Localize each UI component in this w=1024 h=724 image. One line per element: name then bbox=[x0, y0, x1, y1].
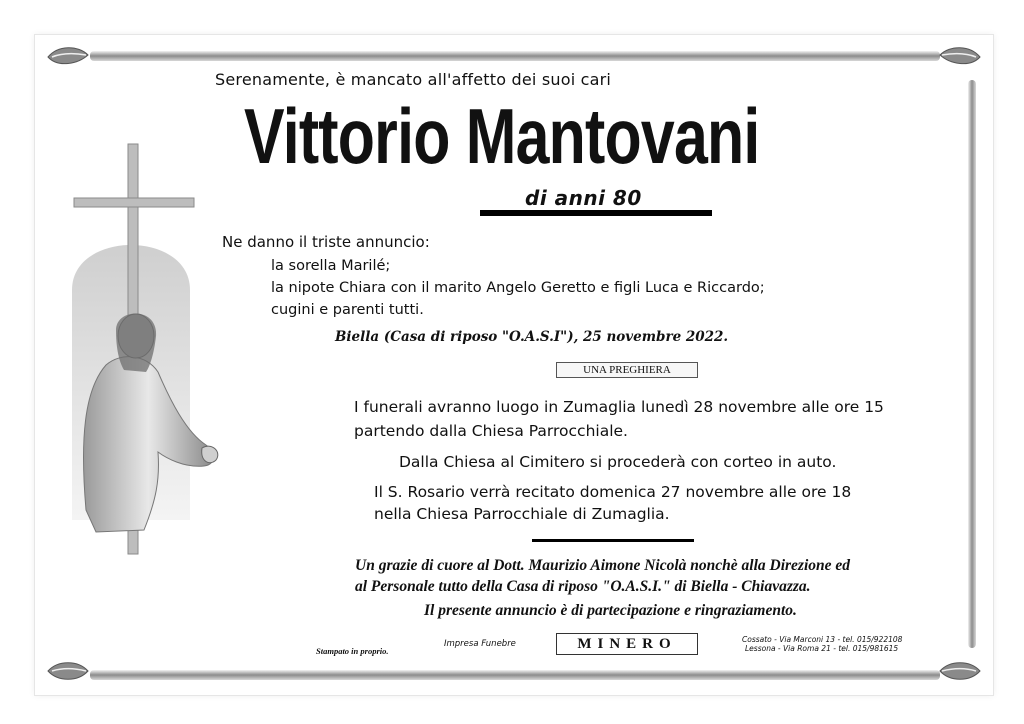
family-line: la nipote Chiara con il marito Angelo Geretto e figli Luca e Riccardo; bbox=[271, 280, 765, 296]
deceased-age: di anni 80 bbox=[525, 186, 642, 210]
participation-line: Il presente annuncio è di partecipazione e ringraziamento. bbox=[424, 602, 797, 619]
leaf-ornament-icon bbox=[938, 44, 984, 70]
family-line: cugini e parenti tutti. bbox=[271, 302, 424, 318]
leaf-ornament-icon bbox=[44, 658, 90, 684]
procession-line: Dalla Chiesa al Cimitero si procederà con corteo in auto. bbox=[399, 453, 837, 471]
cross-and-praying-christ-image bbox=[66, 140, 226, 560]
leaf-ornament-icon bbox=[44, 44, 90, 70]
frame-top-bar bbox=[90, 51, 940, 61]
intro-text: Serenamente, è mancato all'affetto dei suoi cari bbox=[215, 70, 612, 89]
funeral-line: I funerali avranno luogo in Zumaglia lunedì 28 novembre alle ore 15 bbox=[354, 398, 884, 416]
prayer-button[interactable]: UNA PREGHIERA bbox=[556, 362, 698, 378]
deceased-name: Vittorio Mantovani bbox=[244, 92, 760, 180]
family-line: la sorella Marilé; bbox=[271, 258, 391, 274]
place-date: Biella (Casa di riposo "O.A.S.I"), 25 novembre 2022. bbox=[335, 329, 729, 345]
agency-label: Impresa Funebre bbox=[444, 639, 516, 649]
separator-line bbox=[532, 539, 694, 542]
funeral-line: partendo dalla Chiesa Parrocchiale. bbox=[354, 422, 628, 440]
thanks-line: al Personale tutto della Casa di riposo "O.A.S.I." di Biella - Chiavazza. bbox=[355, 578, 811, 595]
agency-address: Cossato - Via Marconi 13 - tel. 015/922108 bbox=[742, 635, 903, 644]
age-underline bbox=[480, 210, 712, 216]
rosary-line: Il S. Rosario verrà recitato domenica 27 novembre alle ore 18 bbox=[374, 483, 852, 501]
frame-right-bar bbox=[968, 80, 976, 648]
thanks-line: Un grazie di cuore al Dott. Maurizio Aimone Nicolà nonchè alla Direzione ed bbox=[355, 557, 851, 574]
leaf-ornament-icon bbox=[938, 658, 984, 684]
printed-note: Stampato in proprio. bbox=[316, 646, 389, 656]
frame-bottom-bar bbox=[90, 670, 940, 680]
agency-address: Lessona - Via Roma 21 - tel. 015/981615 bbox=[745, 644, 899, 653]
announce-heading: Ne danno il triste annuncio: bbox=[222, 233, 430, 251]
rosary-line: nella Chiesa Parrocchiale di Zumaglia. bbox=[374, 505, 670, 523]
agency-logo: MINERO bbox=[556, 633, 698, 655]
